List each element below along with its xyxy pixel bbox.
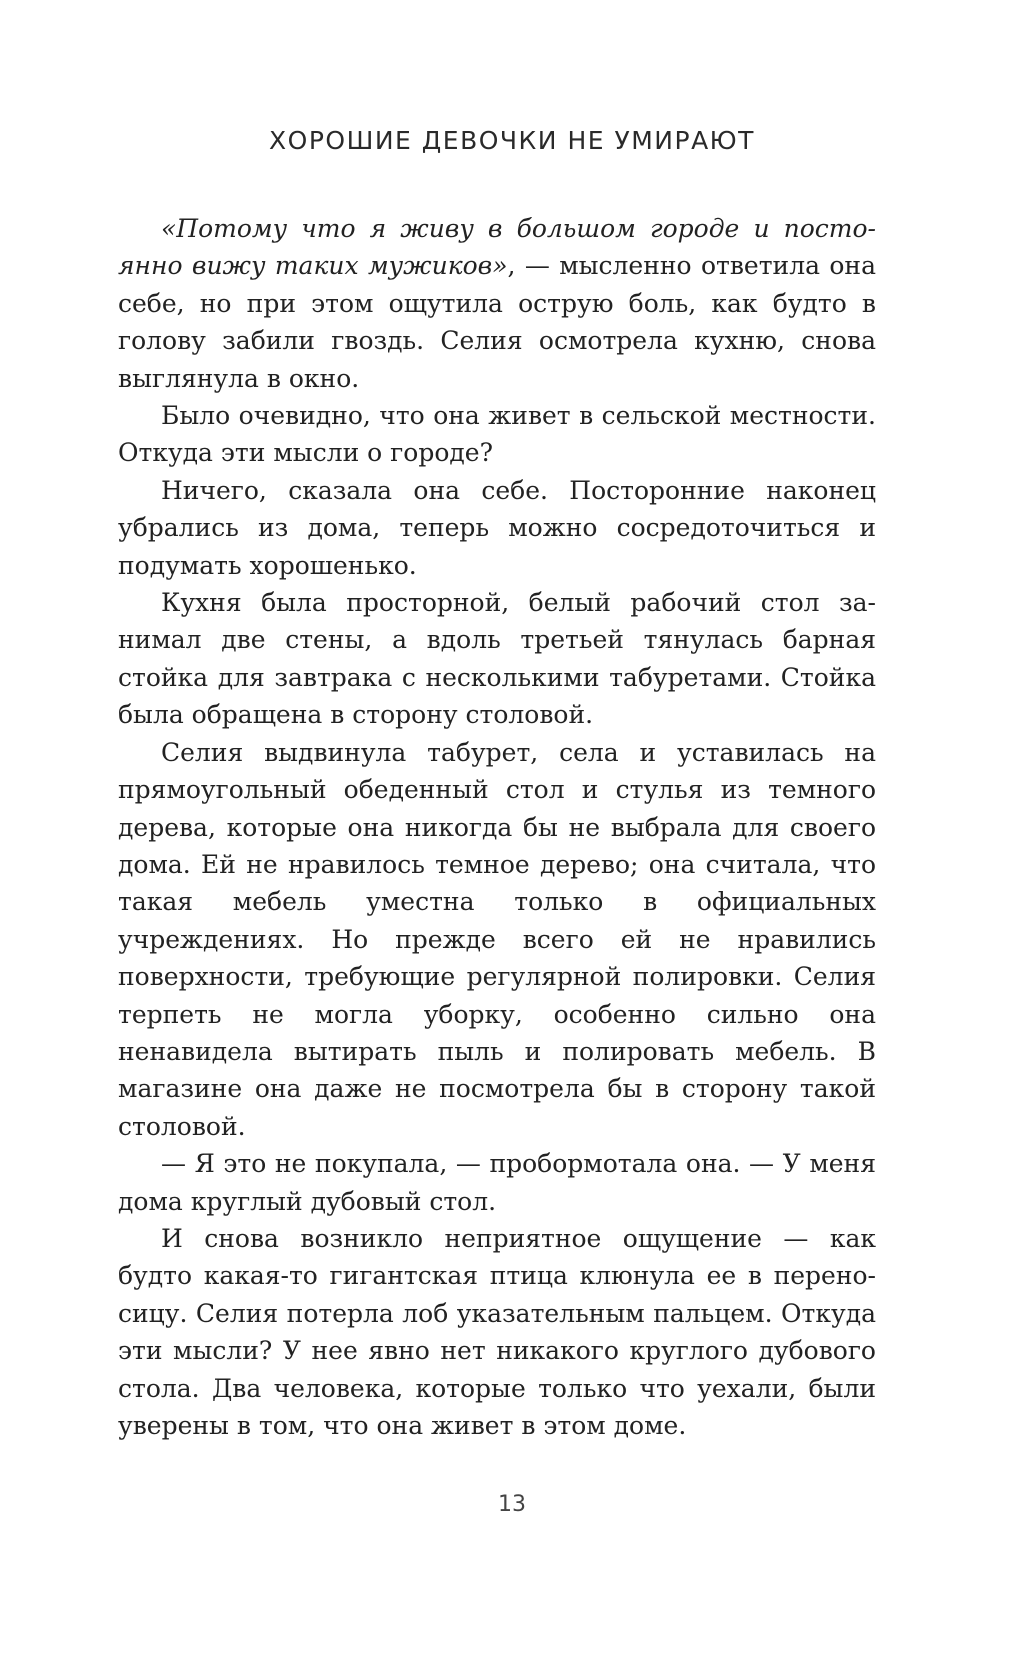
paragraph-6: — Я это не покупала, — пробормотала она. — У меня дома круглый дубовый стол. [118,1149,876,1216]
paragraph-1 [118,210,876,397]
paragraph-2: Было очевидно, что она живет в сельской местности. Откуда эти мысли о городе? [118,401,876,468]
paragraph-3: Ничего, сказала она себе. Посторонние наконец убрались из дома, теперь можно сосредоточиться и подумать хорошенько. [118,475,876,580]
italic-quote: «Потому что я живу в большом городе и постоянно вижу таких мужиков» [118,214,876,281]
body-text [118,210,876,1444]
running-head: ХОРОШИЕ ДЕВОЧКИ НЕ УМИРАЮТ [269,126,755,155]
paragraph-5: Селия выдвинула табурет, села и уставилась на прямоугольный обеденный стол и стулья из темного дерева, которые она никогда бы не выбрала для своего дома. Ей не нравилось темное дерево; она считала, что такая мебель уместна только в официальных учреждениях. Но прежде всего ей не нравились поверхности, требующие регулярной полировки. Селия терпеть не могла уборку, особенно сильно она ненавидела вытирать пыль и полировать мебель. В магазине она даже не посмотрела бы в сторону такой столовой. [118,737,876,1141]
paragraph-4: Кухня была просторной, белый рабочий стол занимал две стены, а вдоль третьей тянулась барная стойка для завтрака с несколькими табуретами. Стойка была обращена в сторону столовой. [118,588,876,730]
page-number: 13 [498,1492,526,1517]
paragraph-1-text: , — мысленно ответила она себе, но при этом ощутила острую боль, как будто в голову забили гвоздь. Селия осмотрела кухню, снова выглянула в окно. [118,251,876,393]
paragraph-7: И снова возникло неприятное ощущение — как будто какая-то гигантская птица клюнула ее в переносицу. Селия потерла лоб указательным пальцем. Откуда эти мысли? У нее явно нет никакого круглого дубового стола. Два человека, которые только что уехали, были уверены в том, что она живет в этом доме. [118,1223,876,1440]
